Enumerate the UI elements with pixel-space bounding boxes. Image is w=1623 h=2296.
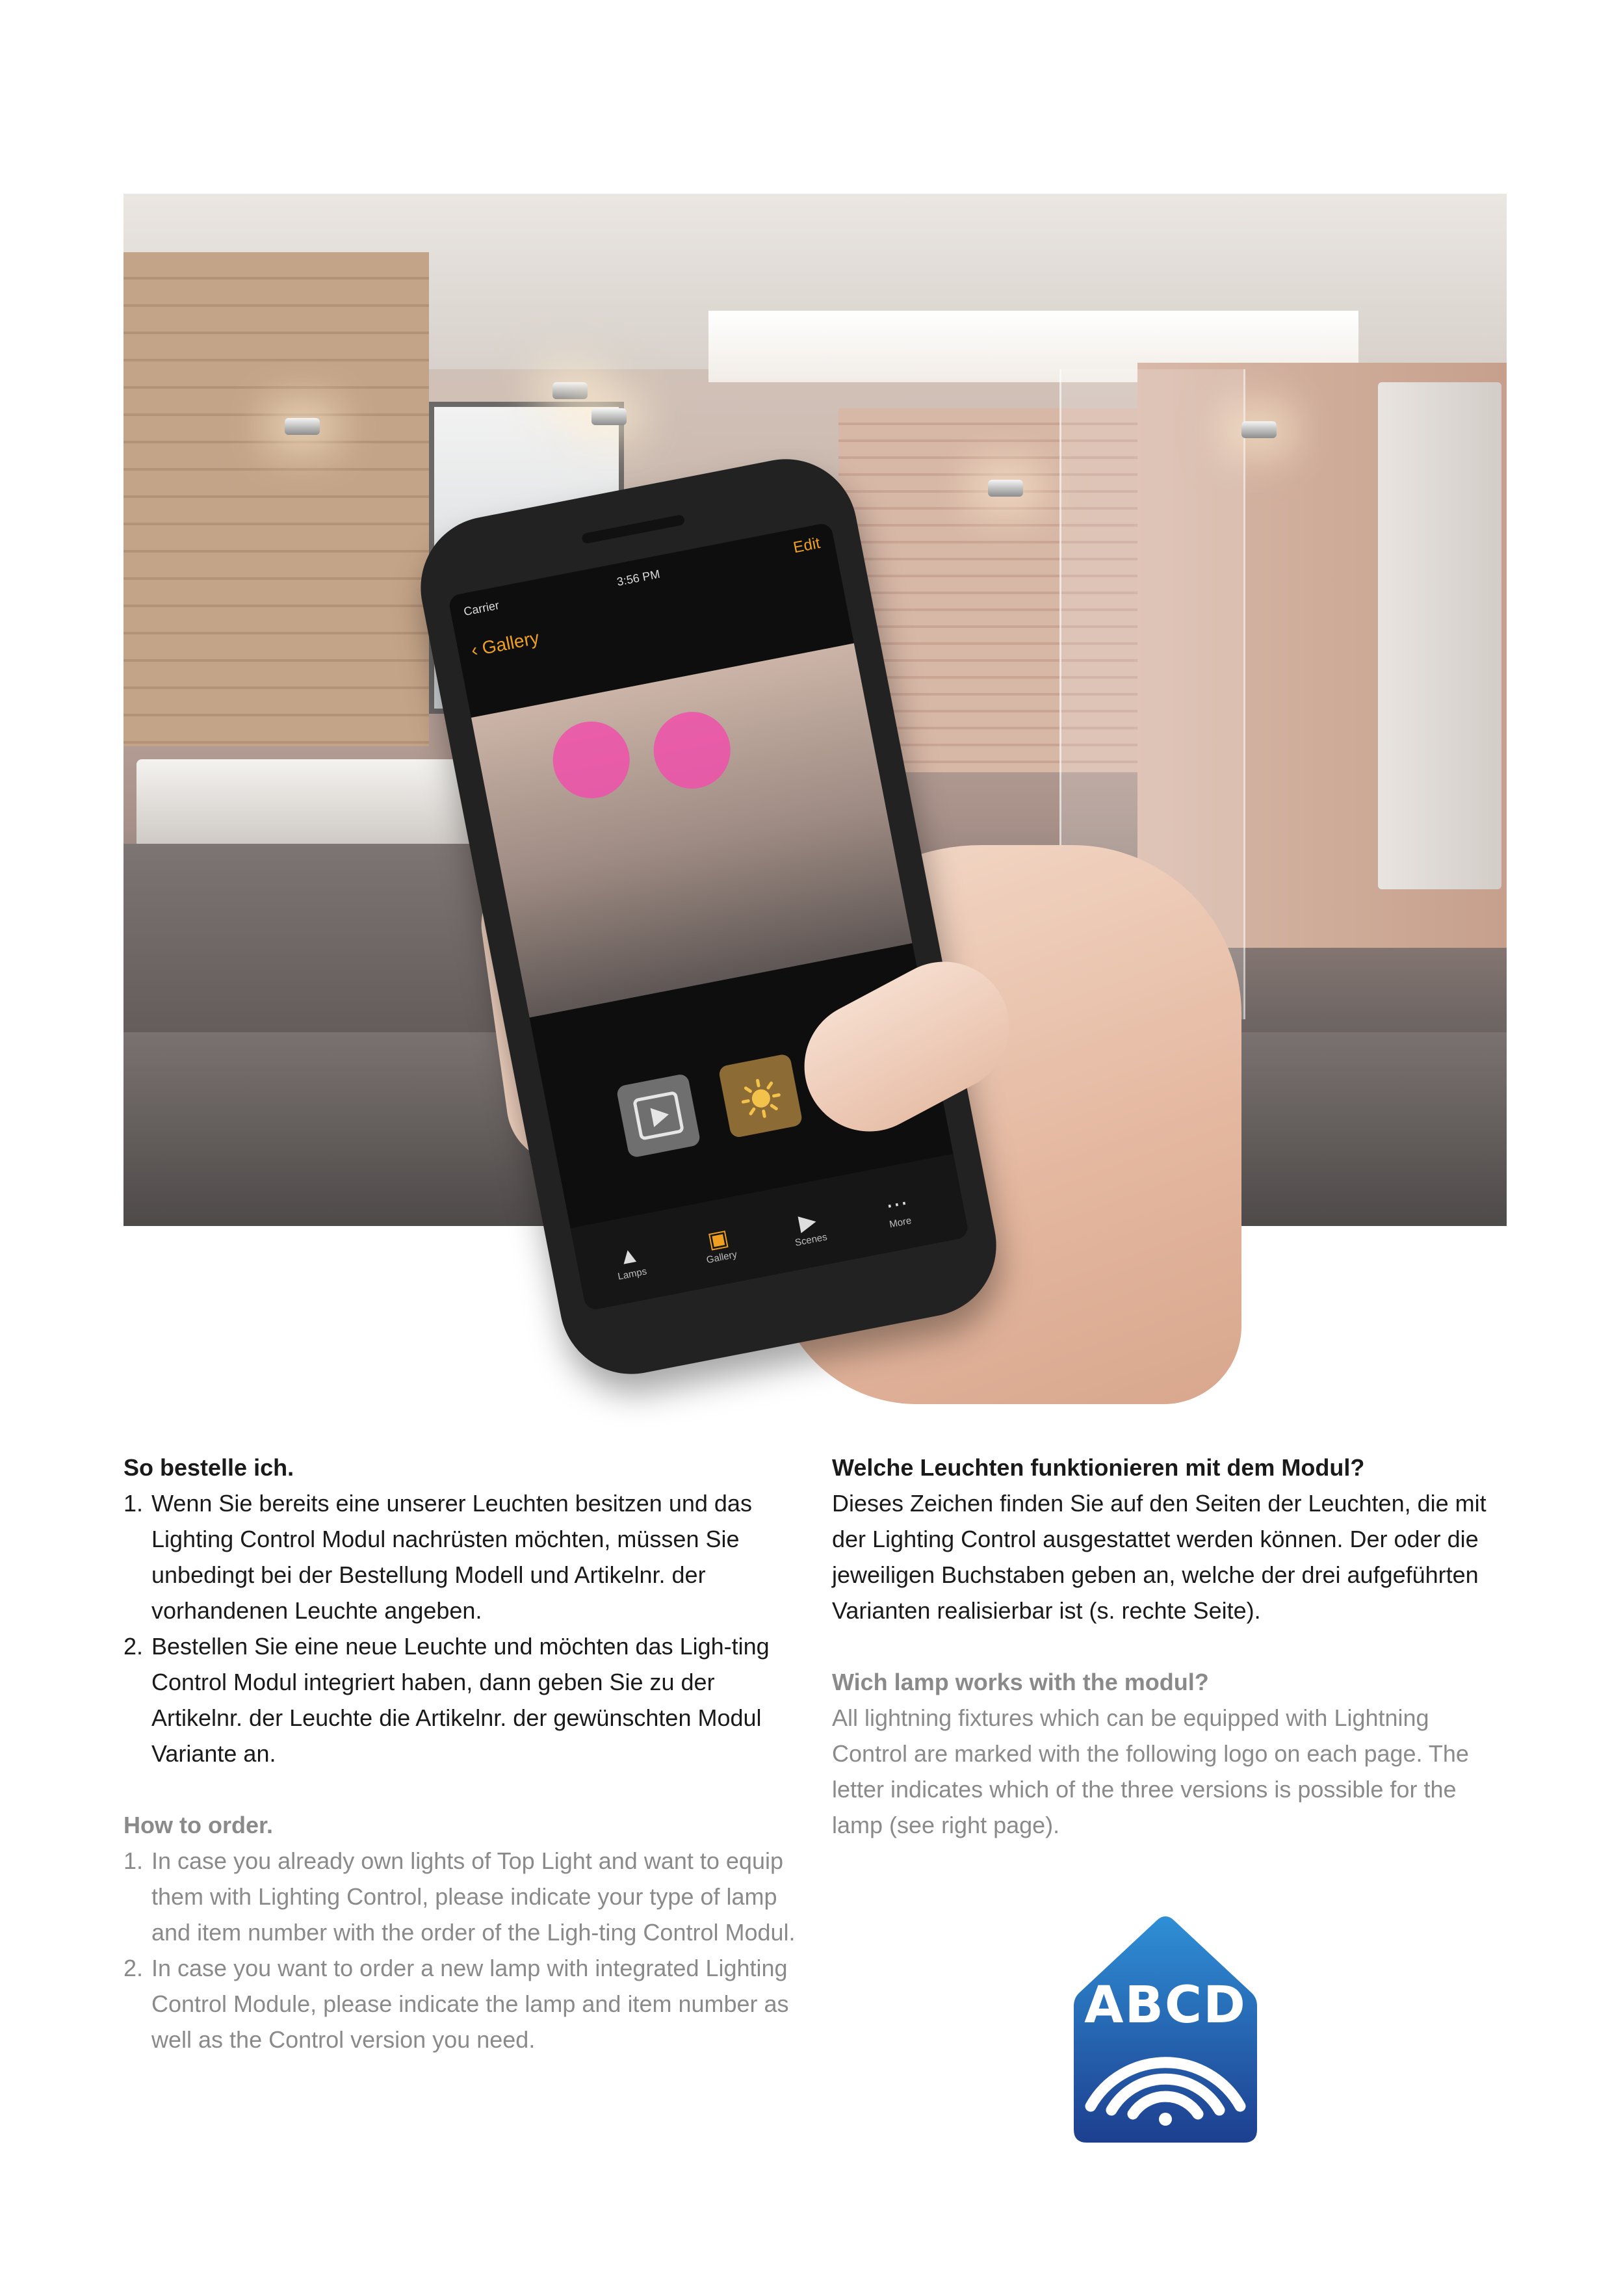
lamp-marker[interactable] — [547, 715, 636, 805]
list-text: In case you already own lights of Top Light and want to equip them with Lighting Control, please indicate your type of lamp and item number with the order of the Ligh-ting Control Modul. — [151, 1847, 796, 1946]
german-heading: So bestelle ich. — [123, 1454, 294, 1481]
tab-scenes[interactable] — [767, 1201, 851, 1253]
right-german-heading: Welche Leuchten funktionieren mit dem Modul? — [832, 1454, 1365, 1481]
english-section — [123, 1807, 799, 2057]
carrier-label: Carrier — [462, 598, 500, 619]
back-button[interactable] — [469, 627, 541, 661]
gallery-room-photo — [471, 644, 913, 1018]
tab-gallery[interactable] — [677, 1219, 761, 1270]
tab-label: Scenes — [794, 1231, 829, 1249]
list-number: 2. — [123, 1633, 144, 1660]
back-label: Gallery — [480, 627, 541, 659]
right-english-section — [832, 1664, 1508, 1843]
tab-more[interactable] — [856, 1184, 940, 1236]
list-item — [123, 1843, 799, 1950]
compatibility-column — [832, 1450, 1508, 1843]
towel-radiator — [1378, 382, 1501, 889]
tab-lamps[interactable] — [588, 1236, 671, 1287]
english-steps — [123, 1843, 799, 2057]
wall-lamp — [285, 418, 320, 435]
phone-speaker — [581, 514, 685, 544]
order-instructions-column — [123, 1450, 799, 2057]
list-number: 2. — [123, 1955, 144, 1981]
right-german-text: Dieses Zeichen finden Sie auf den Seiten der Leuchten, die mit der Lighting Control ausgestattet werden können. Der oder die jeweiligen Buchstaben geben an, welche der drei aufgeführten Varianten realisierbar ist (s. rechte Seite). — [832, 1490, 1487, 1624]
lamp-icon: ▲ — [616, 1242, 642, 1270]
badge-letters: ABCD — [1084, 1976, 1247, 2035]
scene-tile-sun-icon[interactable] — [718, 1053, 803, 1138]
wall-lamp — [988, 480, 1023, 497]
clock: 3:56 PM — [616, 567, 661, 589]
edit-button[interactable]: Edit — [792, 534, 822, 557]
list-item — [123, 1628, 799, 1771]
lighting-control-badge — [1071, 1911, 1260, 2145]
list-item — [123, 1485, 799, 1628]
list-number: 1. — [123, 1847, 144, 1874]
list-number: 1. — [123, 1490, 144, 1517]
german-steps — [123, 1485, 799, 1771]
scenes-icon: ▶ — [796, 1208, 818, 1236]
more-icon: ⋯ — [883, 1190, 911, 1219]
right-english-heading: Wich lamp works with the modul? — [832, 1669, 1209, 1695]
spacer — [123, 1771, 799, 1807]
list-text: Bestellen Sie eine neue Leuchte und möchten das Ligh-ting Control Modul integriert haben, dann geben Sie zu der Artikelnr. der Leuchte die Artikelnr. der gewünschten Modul Variante an. — [151, 1633, 770, 1767]
tab-label: Lamps — [617, 1266, 648, 1283]
bathtub — [136, 759, 500, 857]
lamp-marker[interactable] — [647, 705, 737, 795]
tab-label: More — [888, 1215, 913, 1231]
tab-label: Gallery — [705, 1249, 738, 1266]
right-english-text: All lightning fixtures which can be equipped with Lightning Control are marked with the following logo on each page. The letter indicates which of the three versions is possible for the lamp (see right page). — [832, 1704, 1469, 1838]
scene-tile-play-icon[interactable] — [616, 1073, 701, 1158]
stone-wall — [123, 252, 429, 746]
english-heading: How to order. — [123, 1812, 274, 1838]
spacer — [832, 1628, 1508, 1664]
pendant-lamp — [591, 408, 627, 425]
list-text: In case you want to order a new lamp with integrated Lighting Control Module, please indicate the lamp and item number as well as the Control version you need. — [151, 1955, 789, 2053]
list-text: Wenn Sie bereits eine unserer Leuchten besitzen und das Lighting Control Modul nachrüsten möchten, müssen Sie unbedingt bei der Bestellung Modell und Artikelnr. der vorhandenen Leuchte angeben. — [151, 1490, 752, 1624]
list-item — [123, 1950, 799, 2057]
chevron-left-icon: ‹ — [469, 639, 480, 660]
gallery-icon: ▣ — [705, 1225, 731, 1253]
pendant-lamp — [552, 382, 588, 399]
wall-lamp — [1241, 421, 1277, 438]
